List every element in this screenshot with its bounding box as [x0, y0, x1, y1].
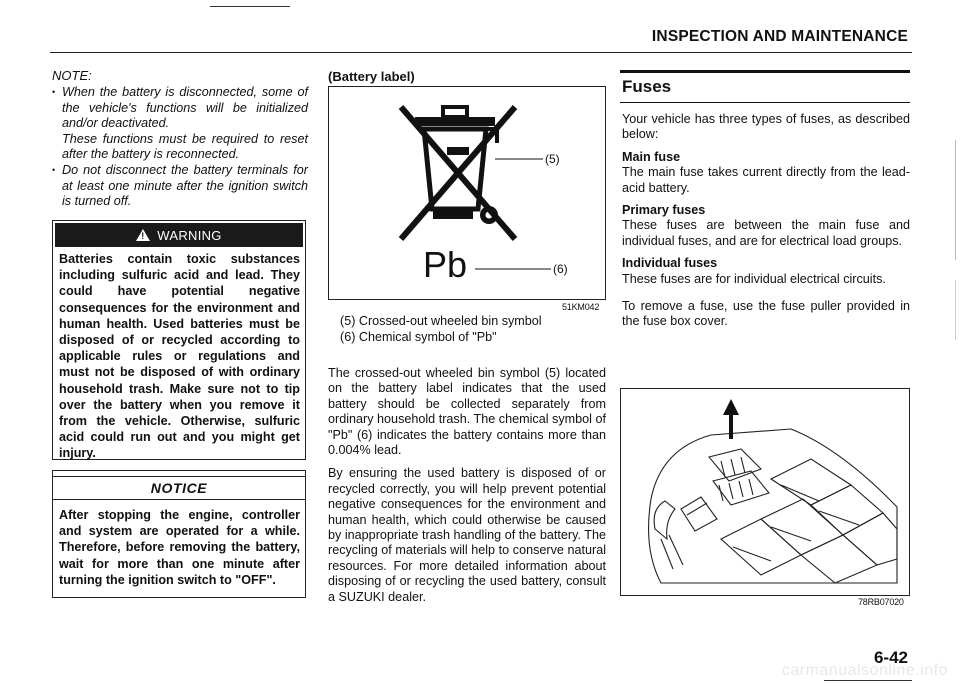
- notice-header: NOTICE: [53, 476, 305, 500]
- fuses-body: [622, 112, 910, 337]
- battery-captions: [340, 314, 542, 345]
- notice-text: After stopping the engine, controller and system are operated for a while. Therefore, before removing the battery, wait for more than one minute after turning the ignition switch to "OFF".: [59, 508, 300, 587]
- paragraph: The crossed-out wheeled bin symbol (5) located on the battery label indicates that the used battery should be collected separately from ordinary household trash. The chemical symbol of "Pb" (6) indicates the battery contains more than 0.004% lead.: [328, 366, 606, 458]
- battery-figure-code: 51KM042: [562, 302, 600, 312]
- fuse-type-name: Individual fuses: [622, 256, 718, 271]
- note-item: [52, 163, 308, 210]
- fuse-type: [622, 203, 910, 249]
- header-rule: [50, 52, 912, 53]
- fuses-intro: Your vehicle has three types of fuses, as described below:: [622, 112, 910, 142]
- top-rule: [210, 6, 290, 7]
- note-block: [52, 68, 308, 210]
- caption-5: (5) Crossed-out wheeled bin symbol: [340, 314, 542, 328]
- chem-symbol: Pb: [423, 244, 468, 285]
- edge-mark: [955, 280, 956, 340]
- battery-label-figure: [328, 86, 606, 300]
- battery-label-title: (Battery label): [328, 69, 415, 84]
- bottom-rule: [824, 680, 912, 681]
- note-item: [52, 85, 308, 163]
- paragraph: By ensuring the used battery is disposed of or recycled correctly, you will help prevent potential negative consequences for the environment and human health, which could otherwise be caused by inappropriate trash handling of the battery. The recycling of materials will help to conserve natural resources. For more detailed information about disposing of or recycling the used battery, consult a SUZUKI dealer.: [328, 466, 606, 604]
- fuse-box-figure: [620, 388, 910, 596]
- warning-text: Batteries contain toxic substances including sulfuric acid and lead. They could have potential negative consequences for the environment and human health. Used batteries must be disposed of or recycled according to applicable rules or regulations and must not be disposed of with ordinary household trash. Make sure not to tip over the battery when you remove it from the vehicle. Otherwise, sulfuric acid could run out and you might get injury.: [59, 252, 300, 461]
- note-list: [52, 85, 308, 210]
- warning-label: WARNING: [157, 227, 222, 243]
- fuses-rule-top: [620, 70, 910, 73]
- fuse-type-name: Main fuse: [622, 149, 681, 164]
- warning-header: [55, 223, 303, 247]
- fuse-remove-text: To remove a fuse, use the fuse puller provided in the fuse box cover.: [622, 299, 910, 329]
- caption-6: (6) Chemical symbol of "Pb": [340, 329, 497, 344]
- fuse-type-desc: These fuses are between the main fuse and individual fuses, and are for electrical load groups.: [622, 218, 910, 248]
- fuse-type-desc: These fuses are for individual electrical circuits.: [622, 271, 886, 286]
- section-title: INSPECTION AND MAINTENANCE: [651, 28, 908, 45]
- warning-box: [52, 220, 306, 460]
- fuse-type: [622, 150, 910, 196]
- note-item-text: When the battery is disconnected, some of the vehicle's functions will be initialized and/or deactivated.: [62, 85, 308, 131]
- fuses-title: Fuses: [622, 77, 672, 96]
- callout-5: (5): [545, 152, 560, 166]
- fuse-type-desc: The main fuse takes current directly from the lead-acid battery.: [622, 165, 910, 195]
- crossed-out-bin-icon: [329, 87, 605, 299]
- note-item-subtext: These functions must be required to reset after the battery is reconnected.: [62, 131, 308, 162]
- callout-6: (6): [553, 262, 568, 276]
- page-number: 6-42: [873, 648, 908, 667]
- warning-triangle-icon: !: [136, 229, 150, 241]
- fuse-type-name: Primary fuses: [622, 203, 706, 218]
- fuse-figure-code: 78RB07020: [858, 597, 904, 607]
- notice-box: [52, 470, 306, 598]
- note-item-text: Do not disconnect the battery terminals for at least one minute after the ignition switch is turned off.: [62, 162, 308, 209]
- edge-mark: [955, 140, 956, 260]
- fuse-box-illustration: [621, 389, 909, 595]
- watermark: carmanualsonline.info: [781, 662, 948, 679]
- fuse-type: [622, 256, 910, 287]
- battery-body-text: [328, 366, 606, 613]
- fuses-rule-bottom: [620, 102, 910, 103]
- note-title: NOTE:: [52, 68, 92, 83]
